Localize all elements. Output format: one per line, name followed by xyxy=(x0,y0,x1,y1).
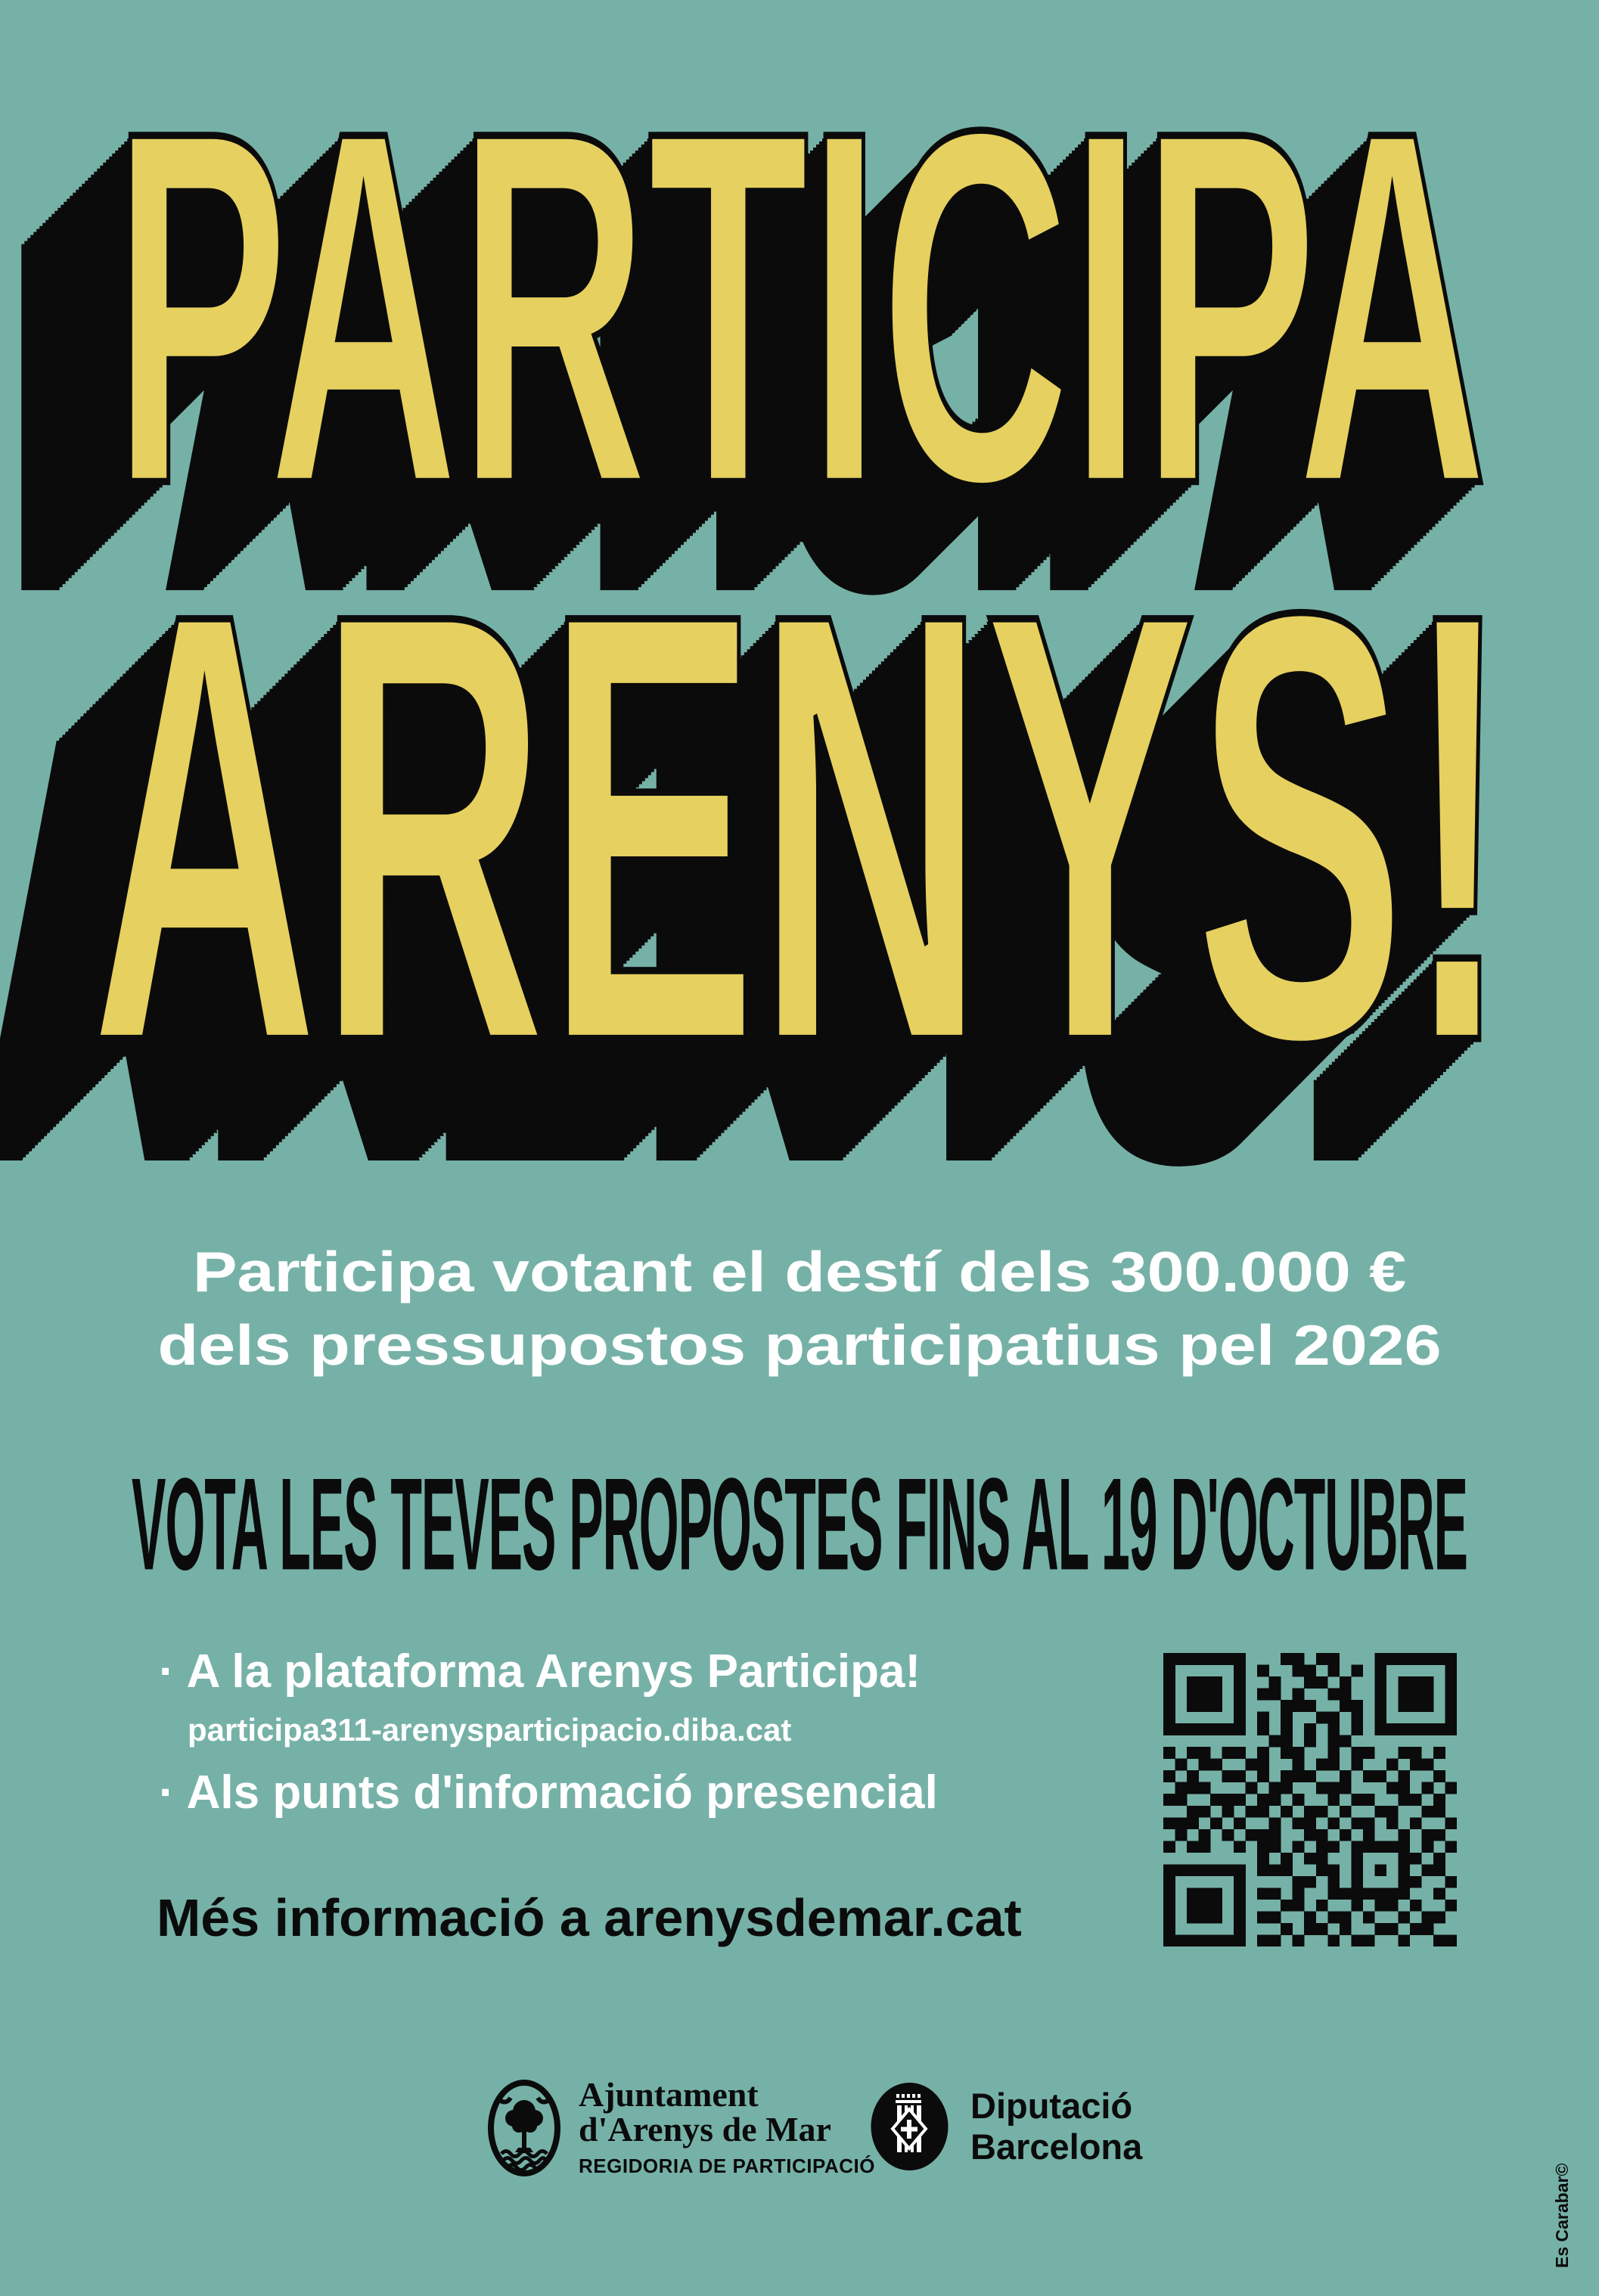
channel-platform xyxy=(159,1644,1150,1700)
diputacio-logo-group xyxy=(870,2082,1142,2171)
diputacio-text xyxy=(970,2086,1142,2167)
headline-participa: PARTICIPA xyxy=(112,27,1487,590)
diputacio-line2: Barcelona xyxy=(970,2127,1143,2167)
ajuntament-logo-group xyxy=(488,2077,875,2178)
platform-url: participa311-arenysparticipacio.diba.cat xyxy=(188,1712,792,1748)
intro-paragraph xyxy=(0,1235,1599,1382)
more-info-line: Més informació a arenysdemar.cat xyxy=(157,1888,1022,1947)
intro-line-1: Participa votant el destí dels 300.000 € xyxy=(192,1239,1407,1304)
channel-in-person-label: Als punts d'informació presencial xyxy=(186,1766,938,1819)
ajuntament-text xyxy=(579,2077,875,2178)
bullet-dot: · xyxy=(159,1766,175,1819)
voting-channels xyxy=(159,1644,1150,1821)
diputacio-line1: Diputació xyxy=(970,2085,1133,2126)
headline-arenys: ARENYS! xyxy=(89,488,1510,1170)
channel-in-person xyxy=(159,1765,1150,1821)
intro-line-2: dels pressupostos participatius pel 2026 xyxy=(157,1313,1442,1378)
ajuntament-department: REGIDORIA DE PARTICIPACIÓ xyxy=(579,2155,875,2177)
ajuntament-name-line2: d'Arenys de Mar xyxy=(579,2110,831,2148)
ajuntament-name-line1: Ajuntament xyxy=(579,2075,759,2114)
studio-credit: Es Carabar© xyxy=(1552,2163,1572,2268)
qr-code xyxy=(1163,1653,1457,1946)
deadline-headline: VOTA LES TEVES PROPOSTES FINS AL 19 D'OCTUBRE xyxy=(132,1451,1467,1599)
ajuntament-seal-icon xyxy=(488,2080,560,2176)
bullet-dot: · xyxy=(159,1645,175,1698)
diputacio-crest-icon xyxy=(870,2082,949,2171)
channel-platform-label: A la plataforma Arenys Participa! xyxy=(186,1645,921,1698)
